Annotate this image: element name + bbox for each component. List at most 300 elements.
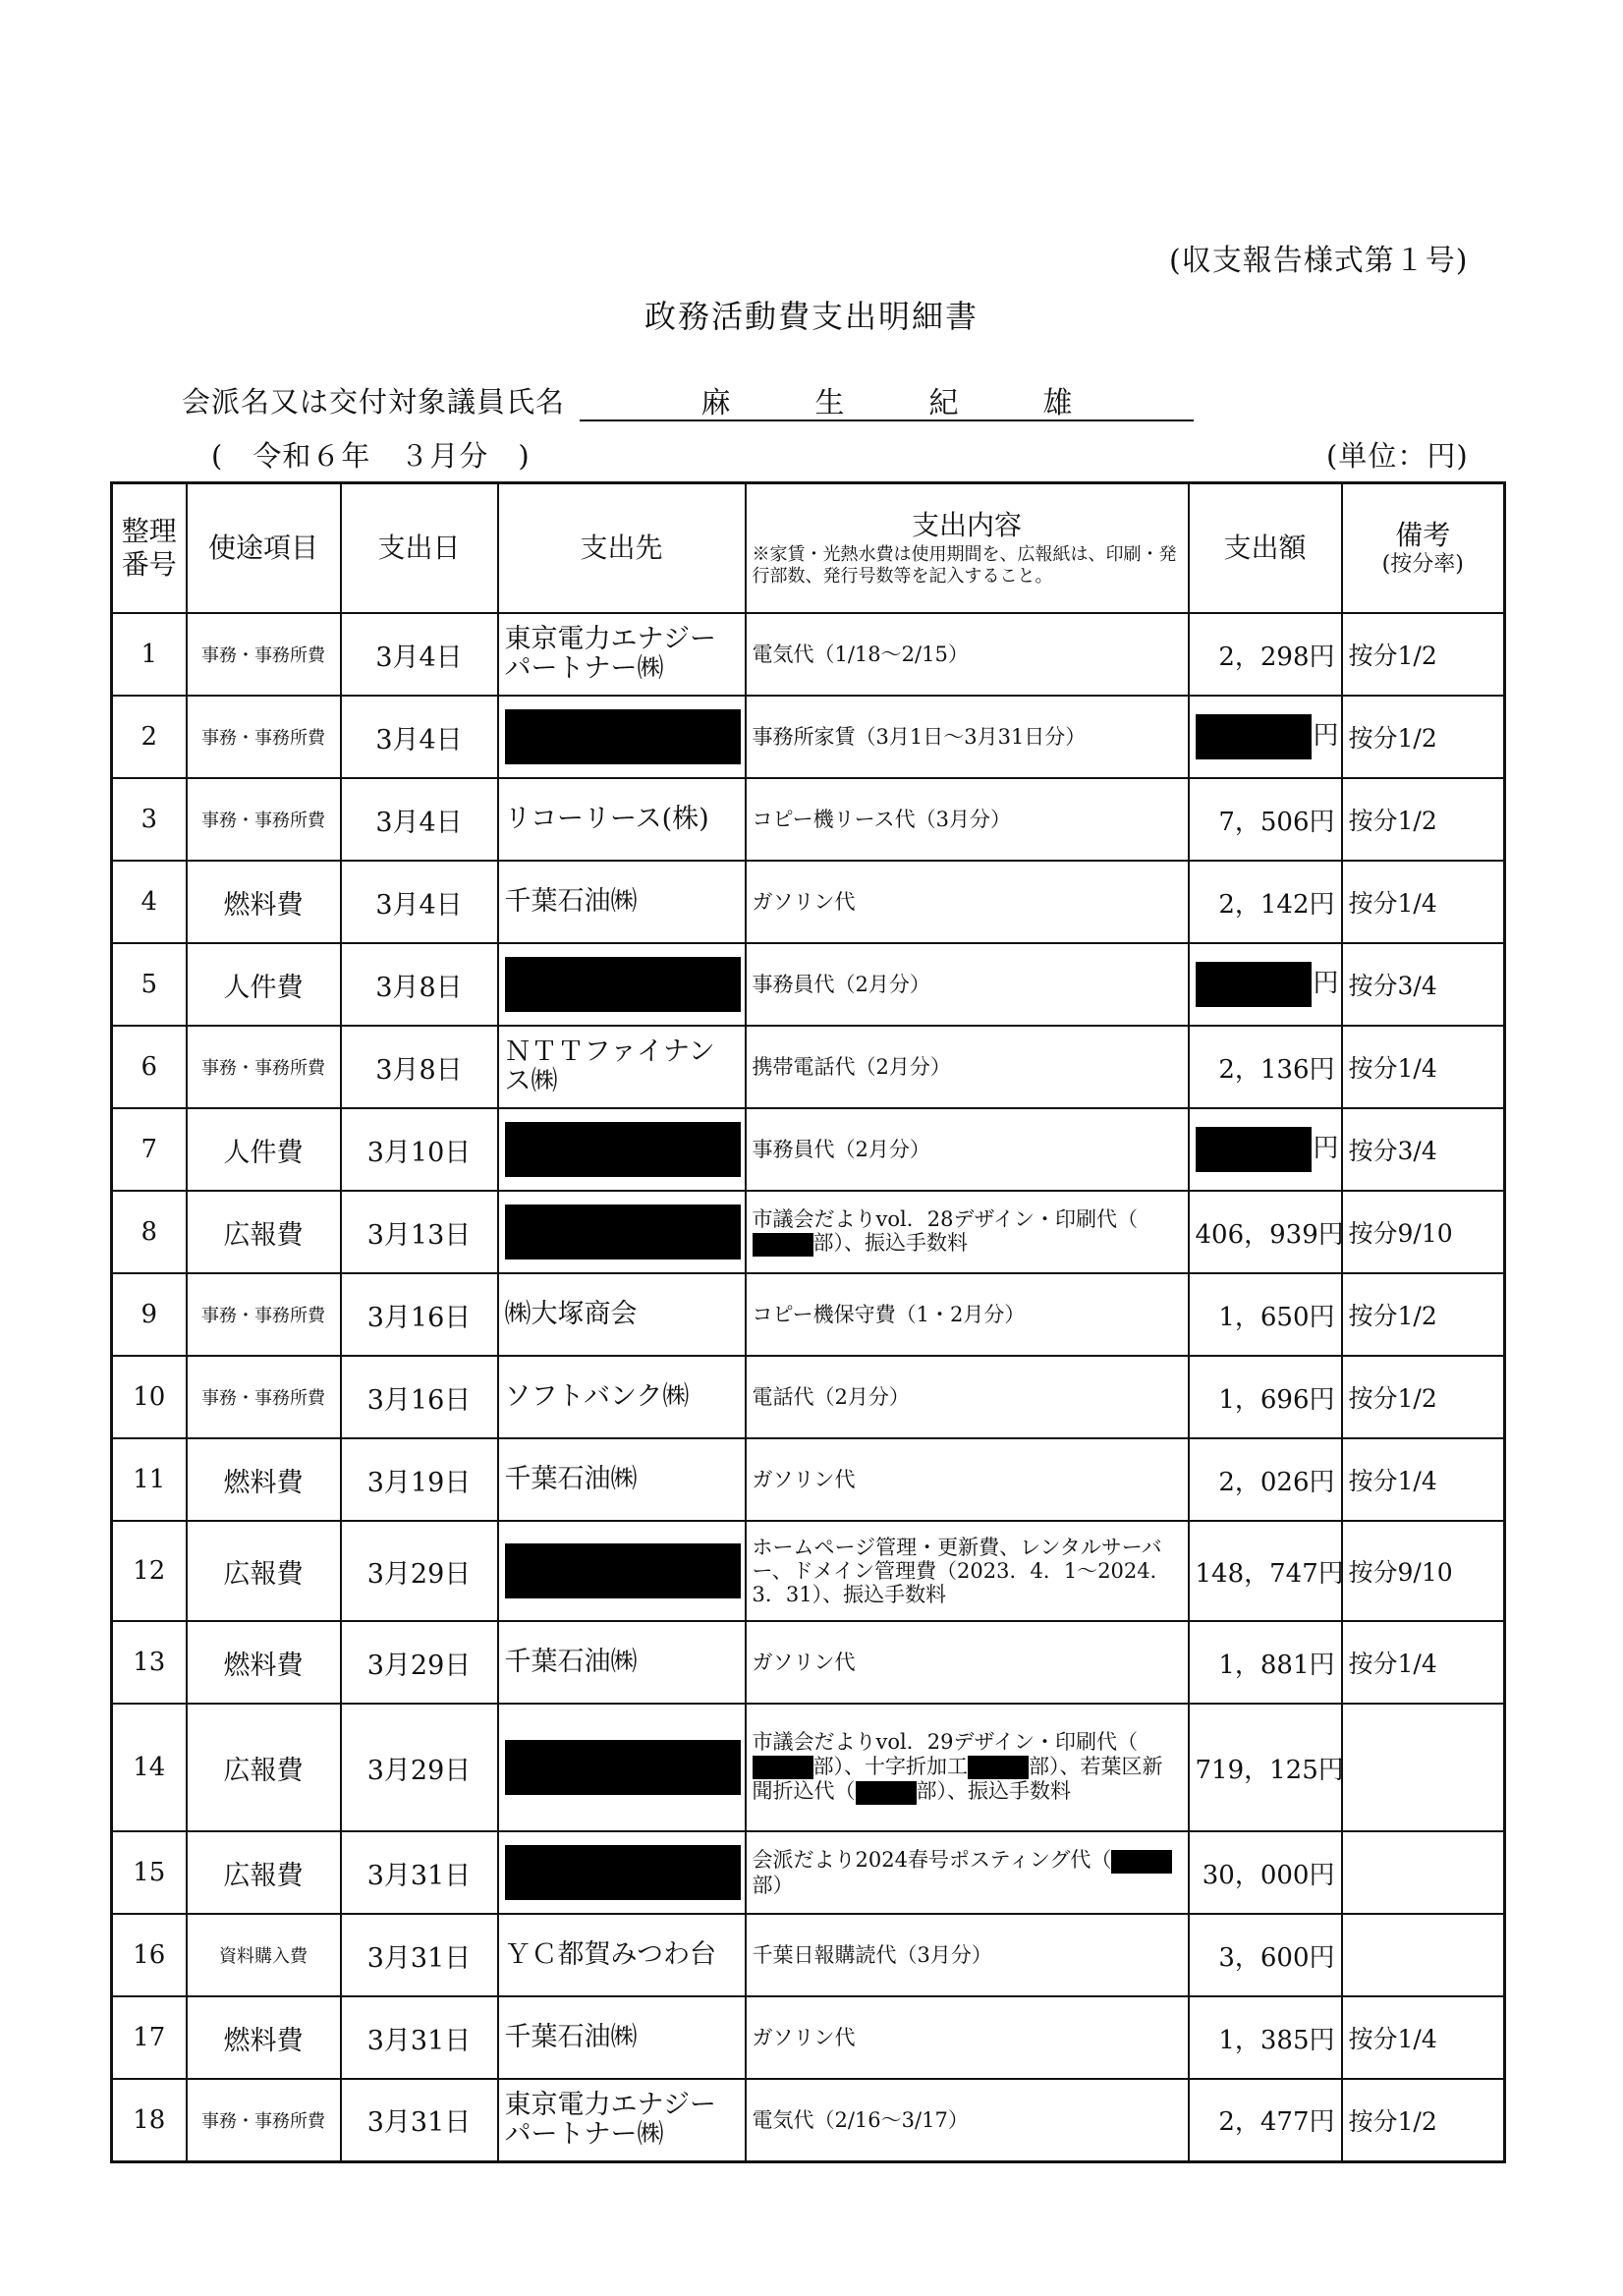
row-content: 電気代（2/16～3/17）: [752, 2107, 969, 2132]
redaction-mark: [1196, 962, 1312, 1007]
row-amount-unit: 円: [1317, 1219, 1344, 1250]
row-content: ガソリン代: [752, 1467, 856, 1491]
row-content-part: 部）、振込手数料: [812, 1231, 968, 1256]
row-number: 1: [140, 640, 158, 669]
row-date: 3月29日: [366, 1650, 472, 1681]
cell-no: [112, 778, 187, 861]
cell-no: [112, 1273, 187, 1356]
cell-no: [112, 613, 187, 696]
col-header-content: [746, 483, 1189, 614]
row-date: 3月4日: [375, 807, 463, 838]
cell-content: [746, 1438, 1189, 1521]
row-category: 人件費: [223, 972, 304, 1003]
cell-amount: [1189, 1996, 1342, 2079]
cell-amount: [1189, 1191, 1342, 1273]
row-category: 燃料費: [223, 2025, 304, 2056]
col-header-remarks-label: 備考: [1395, 519, 1451, 551]
redaction-mark: [1111, 1850, 1172, 1874]
redaction-mark: [505, 1740, 741, 1795]
cell-category: [187, 1356, 341, 1438]
table-row: [112, 1996, 1505, 2079]
cell-category: [187, 1704, 341, 1831]
cell-category: [187, 696, 341, 778]
row-payee: ソフトバンク㈱: [504, 1380, 690, 1412]
cell-payee: [498, 1026, 746, 1108]
cell-no: [112, 1356, 187, 1438]
cell-category: [187, 861, 341, 943]
cell-no: [112, 696, 187, 778]
row-number: 10: [133, 1382, 166, 1412]
cell-remarks: [1342, 1356, 1505, 1438]
row-category: 事務・事務所費: [201, 2110, 325, 2132]
col-header-content-note: ※家賃・光熱水費は使用期間を、広報紙は、印刷・発行部数、発行号数等を記入すること。: [752, 543, 1177, 587]
cell-no: [112, 1621, 187, 1704]
row-content: 電気代（1/18～2/15）: [752, 642, 969, 666]
redaction-mark: [505, 1845, 741, 1900]
cell-date: [341, 1914, 498, 1996]
unit-label: (単位：円): [1326, 439, 1469, 473]
cell-payee: [498, 1438, 746, 1521]
row-content: コピー機リース代（3月分）: [752, 807, 1011, 831]
col-header-remarks: [1342, 483, 1505, 614]
table-body: [112, 613, 1505, 2161]
cell-content: [746, 1026, 1189, 1108]
table-header-row: [112, 483, 1505, 614]
member-name: 麻生紀雄: [580, 378, 1194, 421]
row-amount-unit: 円: [1317, 1558, 1344, 1589]
cell-payee: [498, 1996, 746, 2079]
row-amount-unit: 円: [1313, 969, 1339, 998]
cell-no: [112, 1996, 187, 2079]
cell-payee: [498, 861, 746, 943]
redaction-mark: [753, 1233, 813, 1257]
cell-date: [341, 861, 498, 943]
row-remarks: 按分9/10: [1348, 1558, 1453, 1587]
cell-content: [746, 1704, 1189, 1831]
cell-remarks: [1342, 613, 1505, 696]
cell-content: [746, 1521, 1189, 1621]
cell-payee: [498, 1704, 746, 1831]
row-content: ホームページ管理・更新費、レンタルサーバー、ドメイン管理費（2023．4．1～2024．3．31）、振込手数料: [752, 1535, 1171, 1607]
row-content: ガソリン代: [752, 2025, 856, 2049]
row-amount: 1，881: [1218, 1650, 1310, 1680]
cell-payee: [498, 1621, 746, 1704]
row-date: 3月8日: [375, 972, 463, 1003]
cell-amount: [1189, 1108, 1342, 1191]
cell-remarks: [1342, 1108, 1505, 1191]
cell-content: [746, 696, 1189, 778]
row-date: 3月19日: [366, 1467, 472, 1498]
cell-amount: [1189, 1914, 1342, 1996]
row-content: コピー機保守費（1・2月分）: [752, 1302, 1026, 1326]
row-date: 3月31日: [366, 2025, 472, 2056]
row-payee: ㈱大塚商会: [504, 1298, 638, 1329]
row-payee: 千葉石油㈱: [504, 885, 638, 917]
row-content: 事務員代（2月分）: [752, 972, 930, 996]
row-amount: 2，136: [1218, 1054, 1310, 1085]
cell-no: [112, 1521, 187, 1621]
cell-date: [341, 1026, 498, 1108]
table-row: [112, 1108, 1505, 1191]
row-category: 燃料費: [223, 1467, 304, 1498]
row-payee: リコーリース(株): [504, 803, 709, 834]
row-number: 6: [140, 1052, 158, 1082]
row-date: 3月16日: [366, 1384, 472, 1416]
row-date: 3月29日: [366, 1755, 472, 1786]
row-date: 3月31日: [366, 2107, 472, 2139]
cell-date: [341, 2079, 498, 2161]
table-row: [112, 613, 1505, 696]
col-header-date: 支出日: [341, 483, 498, 614]
cell-no: [112, 1704, 187, 1831]
row-number: 13: [133, 1648, 166, 1677]
cell-no: [112, 943, 187, 1026]
cell-date: [341, 1191, 498, 1273]
row-category: 事務・事務所費: [201, 1306, 325, 1326]
cell-date: [341, 1996, 498, 2079]
cell-content: [746, 1273, 1189, 1356]
row-date: 3月31日: [366, 1860, 472, 1891]
row-number: 7: [140, 1135, 158, 1164]
cell-amount: [1189, 1356, 1342, 1438]
row-date: 3月16日: [366, 1302, 472, 1333]
cell-no: [112, 1831, 187, 1914]
row-number: 16: [133, 1940, 166, 1970]
col-header-category: 使途項目: [187, 483, 341, 614]
row-amount-unit: 円: [1309, 2107, 1335, 2138]
row-content: ガソリン代: [752, 1650, 856, 1674]
cell-payee: [498, 1273, 746, 1356]
cell-payee: [498, 1914, 746, 1996]
redaction-mark: [968, 1756, 1029, 1779]
cell-content: [746, 861, 1189, 943]
cell-date: [341, 613, 498, 696]
row-number: 17: [133, 2023, 166, 2052]
row-content-part: 会派だより2024春号ポスティング代（: [752, 1848, 1112, 1873]
table-row: [112, 1831, 1505, 1914]
row-category: 燃料費: [223, 1650, 304, 1681]
form-id: (収支報告様式第１号): [1169, 244, 1469, 278]
cell-payee: [498, 696, 746, 778]
cell-category: [187, 943, 341, 1026]
table-row: [112, 1191, 1505, 1273]
row-category: 広報費: [223, 1558, 304, 1590]
cell-remarks: [1342, 943, 1505, 1026]
redaction-mark: [753, 1756, 813, 1779]
row-content: 事務所家賃（3月1日～3月31日分）: [752, 724, 1087, 749]
cell-date: [341, 1831, 498, 1914]
cell-no: [112, 2079, 187, 2161]
cell-amount: [1189, 861, 1342, 943]
cell-payee: [498, 1356, 746, 1438]
redaction-mark: [505, 1204, 741, 1260]
cell-category: [187, 1831, 341, 1914]
row-amount-unit: 円: [1309, 1942, 1335, 1973]
redaction-mark: [505, 957, 741, 1012]
row-date: 3月29日: [366, 1558, 472, 1590]
row-amount-unit: 円: [1309, 1467, 1335, 1497]
row-number: 18: [133, 2104, 166, 2135]
cell-remarks: [1342, 1191, 1505, 1273]
cell-payee: [498, 1521, 746, 1621]
table-row: [112, 2079, 1505, 2161]
cell-remarks: [1342, 1914, 1505, 1996]
cell-payee: [498, 778, 746, 861]
row-category: 事務・事務所費: [201, 728, 325, 749]
cell-remarks: [1342, 1704, 1505, 1831]
row-amount-unit: 円: [1309, 1302, 1335, 1332]
row-amount: 2，142: [1218, 889, 1310, 920]
row-content-part: 部）、十字折加工: [812, 1754, 968, 1778]
row-remarks: 按分1/2: [1348, 807, 1437, 835]
row-amount: 406，939: [1195, 1219, 1318, 1250]
cell-date: [341, 1438, 498, 1521]
row-amount-unit: 円: [1313, 1134, 1339, 1163]
cell-amount: [1189, 1438, 1342, 1521]
row-category: 広報費: [223, 1755, 304, 1786]
row-payee: ＮＴＴファイナンス㈱: [504, 1036, 715, 1096]
cell-category: [187, 1914, 341, 1996]
table-row: [112, 1621, 1505, 1704]
row-category: 事務・事務所費: [201, 1388, 325, 1409]
cell-payee: [498, 943, 746, 1026]
table-row: [112, 943, 1505, 1026]
row-amount-unit: 円: [1309, 1860, 1335, 1890]
col-header-no: 整理番号: [112, 483, 187, 614]
redaction-mark: [505, 1543, 741, 1598]
cell-remarks: [1342, 778, 1505, 861]
row-amount-unit: 円: [1309, 1054, 1335, 1085]
cell-amount: [1189, 1621, 1342, 1704]
cell-amount: [1189, 613, 1342, 696]
table-row: [112, 861, 1505, 943]
col-header-remarks-sub: (按分率): [1381, 551, 1464, 577]
row-remarks: 按分1/4: [1348, 1467, 1437, 1495]
cell-amount: [1189, 696, 1342, 778]
cell-date: [341, 778, 498, 861]
cell-amount: [1189, 1521, 1342, 1621]
row-amount-unit: 円: [1309, 1650, 1335, 1680]
expenditure-table: [110, 481, 1506, 2163]
cell-date: [341, 1108, 498, 1191]
row-remarks: 按分9/10: [1348, 1219, 1453, 1248]
row-payee: 東京電力エナジーパートナー㈱: [504, 623, 716, 684]
cell-category: [187, 1108, 341, 1191]
row-remarks: 按分1/4: [1348, 1054, 1437, 1083]
redaction-mark: [505, 1122, 741, 1177]
row-amount-unit: 円: [1309, 889, 1335, 920]
table-row: [112, 1026, 1505, 1108]
cell-category: [187, 1621, 341, 1704]
row-payee: 東京電力エナジーパートナー㈱: [504, 2089, 716, 2150]
row-number: 15: [133, 1858, 166, 1887]
row-remarks: 按分1/2: [1348, 724, 1437, 753]
row-amount-unit: 円: [1309, 807, 1335, 837]
row-date: 3月31日: [366, 1942, 472, 1974]
row-content: 千葉日報購読代（3月分）: [752, 1942, 992, 1967]
row-category: 燃料費: [223, 889, 304, 921]
row-amount-unit: 円: [1313, 721, 1339, 751]
document-title: 政務活動費支出明細書: [644, 298, 979, 335]
row-category: 広報費: [223, 1860, 304, 1891]
cell-remarks: [1342, 1831, 1505, 1914]
cell-category: [187, 1273, 341, 1356]
report-period: ( 令和６年 ３月分 ): [211, 439, 531, 473]
row-number: 9: [140, 1300, 158, 1329]
row-remarks: 按分1/2: [1348, 2106, 1437, 2136]
cell-date: [341, 696, 498, 778]
table-row: [112, 1438, 1505, 1521]
cell-remarks: [1342, 696, 1505, 778]
row-amount-unit: 円: [1317, 1755, 1344, 1785]
cell-remarks: [1342, 1273, 1505, 1356]
row-category: 広報費: [223, 1219, 304, 1251]
cell-remarks: [1342, 1621, 1505, 1704]
row-remarks: 按分1/2: [1348, 1302, 1437, 1330]
cell-remarks: [1342, 1521, 1505, 1621]
row-content-part: 部）、振込手数料: [916, 1779, 1071, 1804]
row-content: 事務員代（2月分）: [752, 1137, 930, 1161]
row-content: 携帯電話代（2月分）: [752, 1054, 951, 1079]
cell-no: [112, 861, 187, 943]
row-date: 3月4日: [375, 642, 463, 673]
col-header-payee: 支出先: [498, 483, 746, 614]
row-remarks: 按分1/2: [1348, 1384, 1437, 1413]
cell-category: [187, 1191, 341, 1273]
table-row: [112, 1521, 1505, 1621]
row-amount: 1，650: [1218, 1302, 1310, 1332]
table-row: [112, 778, 1505, 861]
cell-category: [187, 778, 341, 861]
cell-content: [746, 943, 1189, 1026]
row-amount: 2，298: [1218, 642, 1310, 672]
col-header-content-label: 支出内容: [911, 509, 1022, 542]
cell-amount: [1189, 943, 1342, 1026]
row-remarks: 按分1/4: [1348, 889, 1437, 918]
cell-amount: [1189, 1704, 1342, 1831]
cell-no: [112, 1026, 187, 1108]
cell-date: [341, 1521, 498, 1621]
row-payee: 千葉石油㈱: [504, 1463, 638, 1494]
cell-no: [112, 1108, 187, 1191]
row-amount: 2，026: [1218, 1467, 1310, 1497]
redaction-mark: [1196, 714, 1312, 759]
row-content: ガソリン代: [752, 889, 856, 914]
redaction-mark: [505, 709, 741, 764]
row-amount: 7，506: [1218, 807, 1310, 837]
cell-no: [112, 1191, 187, 1273]
cell-category: [187, 1026, 341, 1108]
row-number: 8: [140, 1217, 158, 1247]
row-payee: ＹＣ都賀みつわ台: [504, 1938, 716, 1970]
cell-content: [746, 2079, 1189, 2161]
row-category: 人件費: [223, 1137, 304, 1168]
cell-category: [187, 1521, 341, 1621]
row-amount: 719，125: [1195, 1755, 1318, 1785]
row-date: 3月4日: [375, 889, 463, 921]
table-row: [112, 1356, 1505, 1438]
row-number: 11: [133, 1465, 166, 1494]
row-amount: 1，385: [1218, 2025, 1310, 2055]
redaction-mark: [856, 1781, 917, 1805]
table-row: [112, 696, 1505, 778]
row-remarks: 按分3/4: [1348, 972, 1437, 1000]
row-category: 事務・事務所費: [201, 1058, 325, 1079]
cell-content: [746, 1356, 1189, 1438]
cell-payee: [498, 1191, 746, 1273]
cell-amount: [1189, 2079, 1342, 2161]
cell-remarks: [1342, 1026, 1505, 1108]
row-number: 3: [140, 805, 158, 834]
row-number: 12: [133, 1556, 166, 1586]
row-amount: 148，747: [1195, 1558, 1318, 1589]
cell-date: [341, 1621, 498, 1704]
cell-content: [746, 1191, 1189, 1273]
cell-payee: [498, 613, 746, 696]
cell-amount: [1189, 1026, 1342, 1108]
cell-date: [341, 1273, 498, 1356]
row-category: 資料購入費: [219, 1946, 308, 1967]
cell-content: [746, 778, 1189, 861]
row-remarks: 按分1/4: [1348, 1650, 1437, 1678]
cell-remarks: [1342, 861, 1505, 943]
cell-amount: [1189, 1273, 1342, 1356]
cell-no: [112, 1914, 187, 1996]
col-header-amount: 支出額: [1189, 483, 1342, 614]
cell-date: [341, 1356, 498, 1438]
cell-date: [341, 1704, 498, 1831]
row-amount: 30，000: [1202, 1860, 1310, 1890]
row-amount: 1，696: [1218, 1384, 1310, 1415]
cell-payee: [498, 2079, 746, 2161]
cell-payee: [498, 1108, 746, 1191]
member-label: 会派名又は交付対象議員氏名: [182, 385, 566, 419]
cell-payee: [498, 1831, 746, 1914]
row-amount: 3，600: [1218, 1942, 1310, 1973]
cell-amount: [1189, 1831, 1342, 1914]
row-amount-unit: 円: [1309, 2025, 1335, 2055]
row-amount-unit: 円: [1309, 642, 1335, 672]
row-content-part: 市議会だよりvol．29デザイン・印刷代（: [752, 1730, 1138, 1755]
row-number: 5: [140, 970, 158, 999]
table-row: [112, 1273, 1505, 1356]
row-payee: 千葉石油㈱: [504, 2021, 638, 2052]
table-row: [112, 1914, 1505, 1996]
row-content-part: 部）、若葉区新聞折込代（: [752, 1754, 1163, 1804]
row-remarks: 按分3/4: [1348, 1137, 1437, 1165]
cell-date: [341, 943, 498, 1026]
cell-category: [187, 2079, 341, 2161]
row-content-part: 部）: [752, 1873, 794, 1897]
row-amount: 2，477: [1218, 2107, 1310, 2138]
row-date: 3月13日: [366, 1219, 472, 1251]
cell-content: [746, 1996, 1189, 2079]
row-date: 3月10日: [366, 1137, 472, 1168]
row-content: 電話代（2月分）: [752, 1384, 910, 1409]
cell-category: [187, 1438, 341, 1521]
row-date: 3月8日: [375, 1054, 463, 1086]
row-number: 2: [140, 722, 158, 752]
redaction-mark: [1196, 1127, 1312, 1172]
cell-remarks: [1342, 2079, 1505, 2161]
cell-amount: [1189, 778, 1342, 861]
cell-content: [746, 613, 1189, 696]
row-amount-unit: 円: [1309, 1384, 1335, 1415]
cell-remarks: [1342, 1996, 1505, 2079]
row-number: 14: [133, 1753, 166, 1782]
row-remarks: 按分1/2: [1348, 642, 1437, 670]
cell-category: [187, 1996, 341, 2079]
